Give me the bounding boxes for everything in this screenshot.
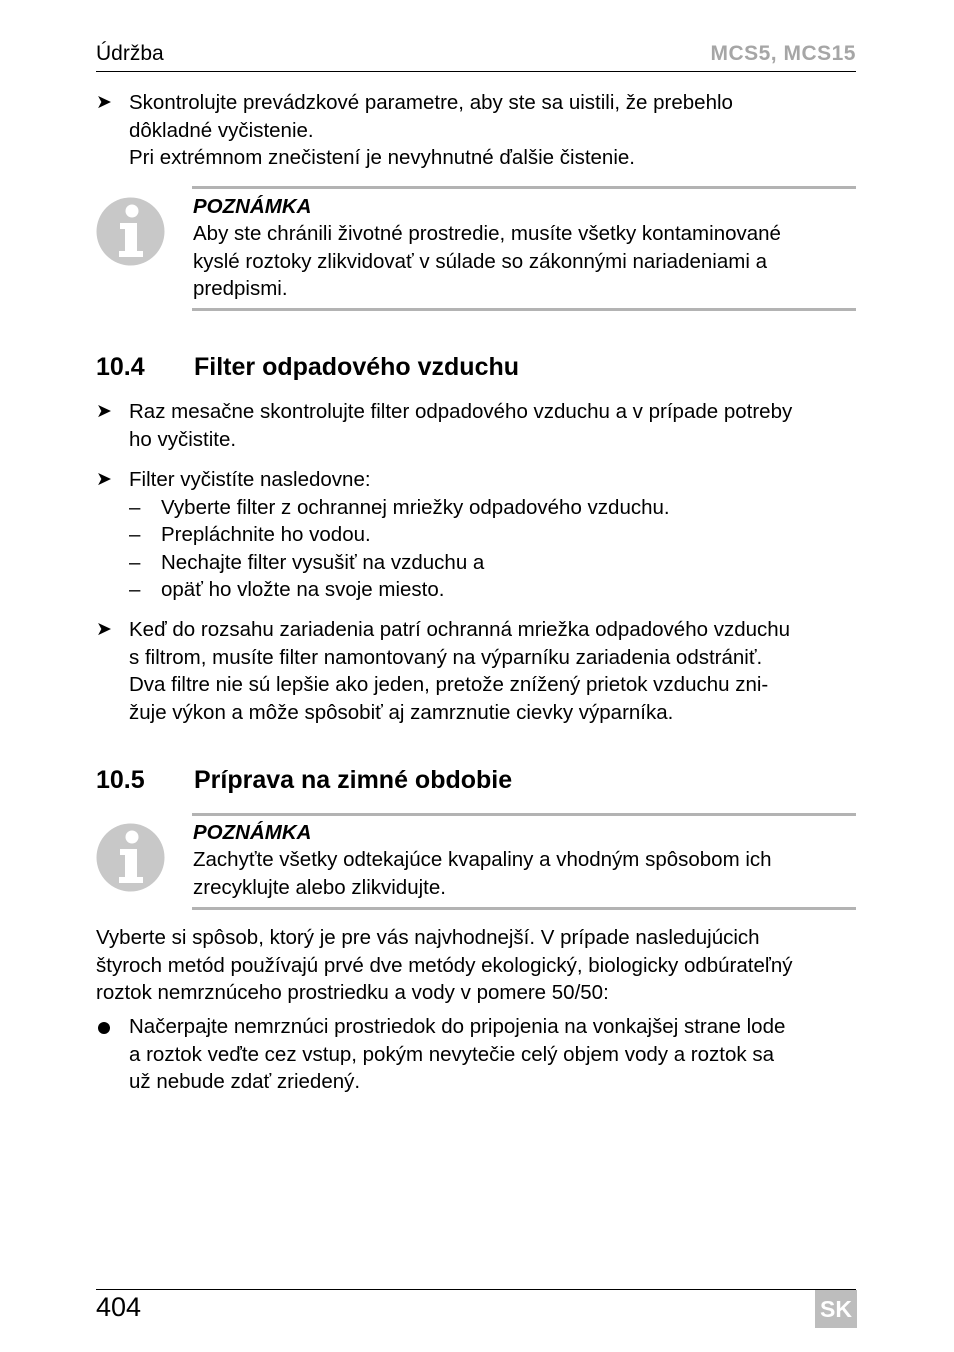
dash-marker: –: [129, 578, 141, 601]
dash-marker: –: [129, 550, 141, 574]
text-line: Dva filtre nie sú lepšie ako jeden, pretože znížený prietok vzduchu zni-: [129, 673, 769, 696]
text-line: s filtrom, musíte filter namontovaný na výparníku zariadenia odstrániť.: [129, 645, 763, 669]
instruction-item: [96, 616, 856, 726]
note-body: [193, 220, 856, 303]
text-line: Vyberte si spôsob, ktorý je pre vás najvhodnejší. V prípade nasledujúcich: [96, 926, 760, 949]
note-bottom-rule: [192, 308, 856, 311]
dash-marker: –: [129, 523, 141, 546]
text-line: Skontrolujte prevádzkové parametre, aby ste sa uistili, že prebehlo: [129, 91, 733, 114]
text-line: Filter vyčistíte nasledovne:: [129, 468, 371, 491]
text-line: roztok nemrznúceho prostriedku a vody v pomere 50/50:: [96, 981, 609, 1004]
header-section-title: Údržba: [96, 42, 164, 65]
text-line: už nebude zdať zriedený.: [129, 1070, 361, 1093]
note-body: [193, 846, 856, 901]
text-line: ho vyčistite.: [129, 427, 237, 451]
section-paragraph: [96, 924, 856, 1007]
step-item: [129, 549, 856, 577]
page-number: 404: [96, 1292, 142, 1322]
note-top-rule: [192, 186, 856, 189]
footer-rule: [96, 1289, 856, 1290]
text-line: Pri extrémnom znečistení je nevyhnutné ďalšie čistenie.: [129, 146, 635, 169]
language-badge: SK: [815, 1290, 857, 1328]
arrow-marker-icon: ➤: [96, 401, 112, 422]
text-line: predpismi.: [193, 277, 288, 300]
text-line: Raz mesačne skontrolujte filter odpadového vzduchu a v prípade potreby: [129, 400, 793, 423]
info-icon: [96, 823, 165, 892]
bullet-item: [96, 1013, 856, 1096]
text-line: štyroch metód používajú prvé dve metódy ekologický, biologicky odbúrateľný: [96, 953, 793, 977]
text-line: dôkladné vyčistenie.: [129, 118, 314, 142]
step-item: [129, 521, 856, 549]
instruction-item: [96, 466, 856, 604]
note-top-rule: [192, 813, 856, 816]
header-model: MCS5, MCS15: [710, 42, 856, 65]
note-title: POZNÁMKA: [193, 821, 312, 844]
text-line: kyslé roztoky zlikvidovať v súlade so zákonnými nariadeniami a: [193, 249, 767, 273]
section-number: 10.5: [96, 766, 145, 794]
text-line: Keď do rozsahu zariadenia patrí ochranná mriežka odpadového vzduchu: [129, 618, 791, 641]
step-text: opäť ho vložte na svoje miesto.: [161, 578, 445, 601]
text-line: Zachyťte všetky odtekajúce kvapaliny a vhodným spôsobom ich: [193, 848, 772, 871]
arrow-marker-icon: ➤: [96, 469, 112, 490]
text-line: žuje výkon a môže spôsobiť aj zamrznutie cievky výparníka.: [129, 700, 674, 724]
section-number: 10.4: [96, 353, 145, 381]
header-rule: [96, 71, 856, 72]
text-line: Načerpajte nemrznúci prostriedok do pripojenia na vonkajšej strane lode: [129, 1015, 786, 1038]
section-title: Príprava na zimné obdobie: [194, 766, 513, 794]
text-line: a roztok veďte cez vstup, pokým nevytečie celý objem vody a roztok sa: [129, 1042, 774, 1066]
step-text: Prepláchnite ho vodou.: [161, 523, 371, 546]
arrow-marker-icon: ➤: [96, 619, 112, 640]
dash-marker: –: [129, 495, 141, 519]
arrow-marker-icon: ➤: [96, 92, 112, 113]
step-item: [129, 494, 856, 522]
instruction-item: [96, 398, 856, 453]
step-text: Vyberte filter z ochrannej mriežky odpadového vzduchu.: [161, 495, 670, 519]
bullet-dot-icon: [98, 1022, 110, 1034]
section-title: Filter odpadového vzduchu: [194, 353, 520, 381]
info-icon: [96, 197, 165, 266]
text-line: zrecyklujte alebo zlikvidujte.: [193, 875, 446, 899]
section-heading-10-4: [96, 353, 519, 382]
intro-instruction: [96, 89, 856, 172]
note-bottom-rule: [192, 907, 856, 910]
text-line: Aby ste chránili životné prostredie, musíte všetky kontaminované: [193, 222, 781, 245]
step-item: [129, 576, 856, 604]
section-heading-10-5: [96, 766, 512, 795]
note-title: POZNÁMKA: [193, 195, 312, 218]
step-text: Nechajte filter vysušiť na vzduchu a: [161, 550, 485, 574]
